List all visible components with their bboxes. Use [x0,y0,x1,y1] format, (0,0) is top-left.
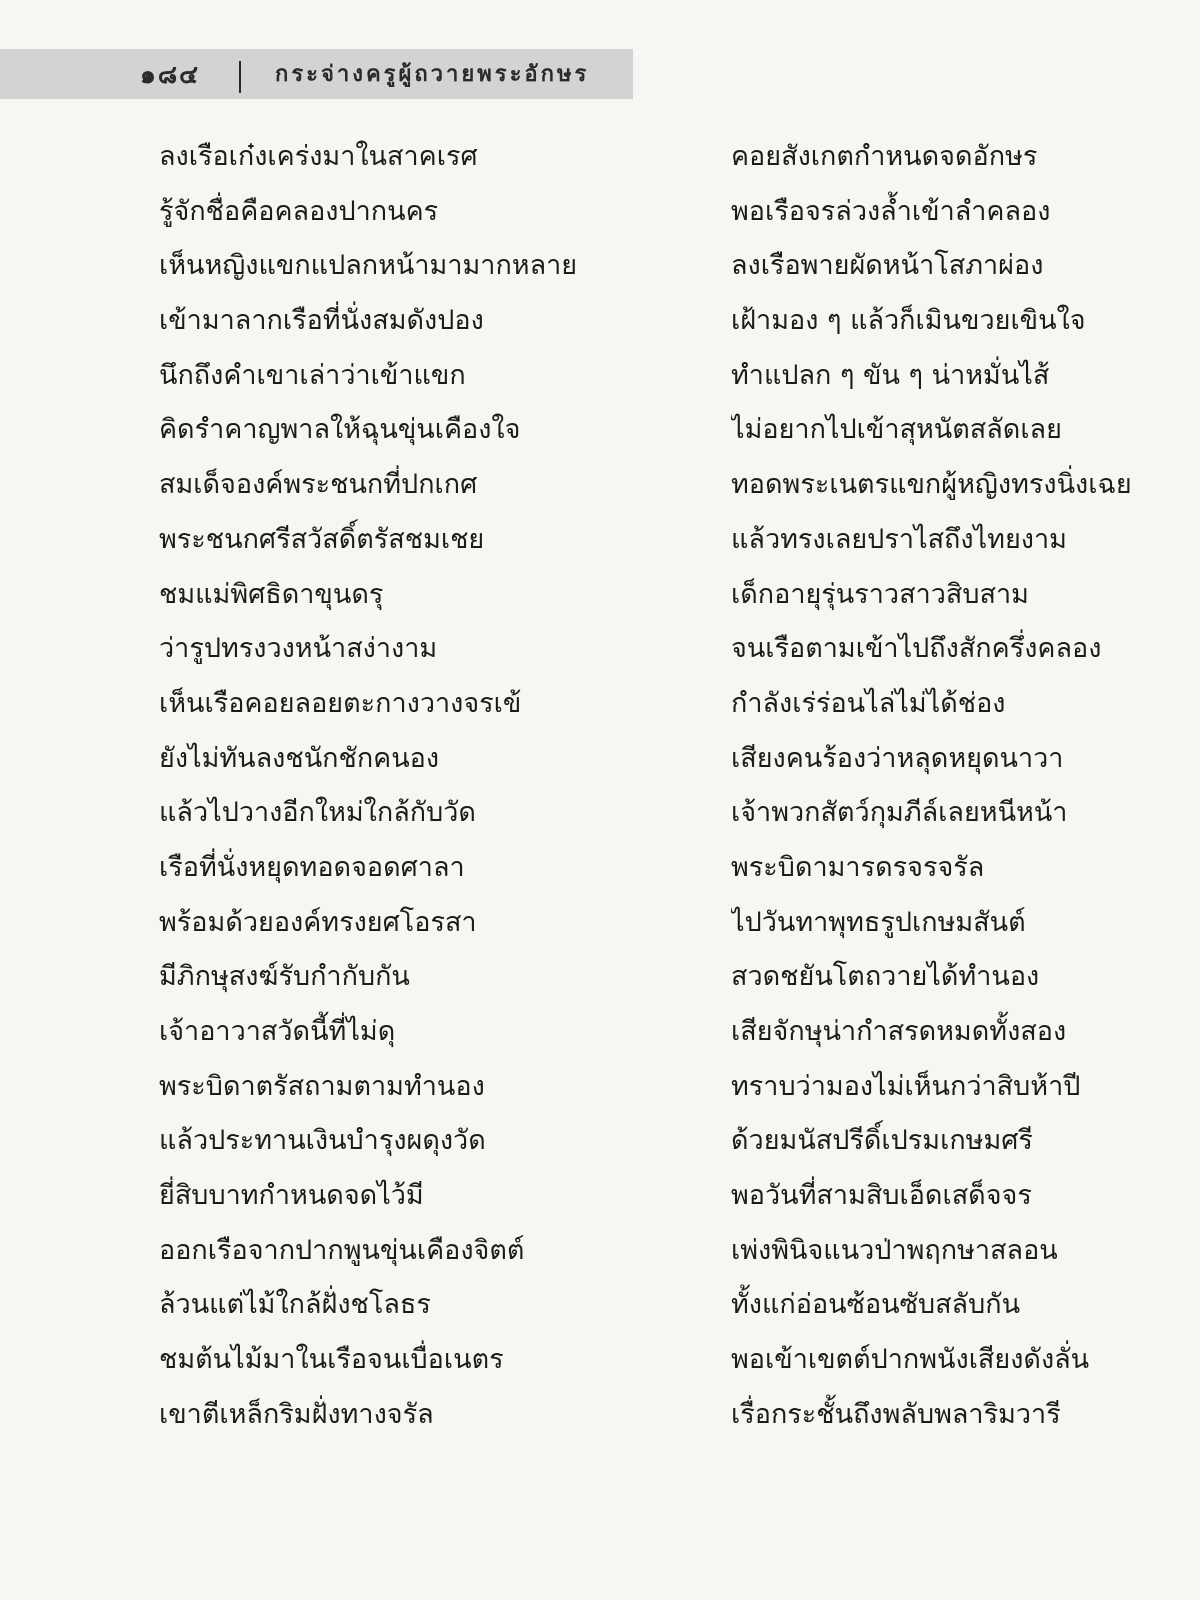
verse-line: สมเด็จองค์พระชนกที่ปกเกศ [159,469,478,501]
verse-line: พอเข้าเขตต์ปากพนังเสียงดังลั่น [731,1344,1090,1376]
verse-line: ยังไม่ทันลงชนักชักคนอง [159,742,440,774]
verse-line: จนเรือตามเข้าไปถึงสักครึ่งคลอง [731,633,1102,665]
verse-line: ออกเรือจากปากพูนขุ่นเคืองจิตต์ [159,1234,525,1266]
verse-line: แล้วไปวางอีกใหม่ใกล้กับวัด [159,797,476,829]
page-number: ๑๘๔ [140,60,201,89]
verse-line: แล้วประทานเงินบำรุงผดุงวัด [159,1125,486,1157]
verse-line: เฝ้ามอง ๆ แล้วก็เมินขวยเขินใจ [731,305,1086,337]
verse-line: ลงเรือพายผัดหน้าโสภาผ่อง [731,250,1044,282]
verse-line: สวดชยันโตถวายได้ทำนอง [731,961,1040,993]
verse-line: เห็นเรือคอยลอยตะกางวางจรเข้ [159,687,522,719]
verse-line: นึกถึงคำเขาเล่าว่าเข้าแขก [159,359,466,391]
verse-line: ทอดพระเนตรแขกผู้หญิงทรงนิ่งเฉย [731,469,1132,501]
header-divider [239,61,241,93]
verse-line: พอวันที่สามสิบเอ็ดเสด็จจร [731,1180,1032,1212]
verse-line: กำลังเร่ร่อนไล่ไม่ได้ช่อง [731,687,1006,719]
verse-line: เด็กอายุรุ่นราวสาวสิบสาม [731,578,1029,610]
verse-line: ไปวันทาพุทธรูปเกษมสันต์ [731,906,1026,938]
verse-line: รู้จักชื่อคือคลองปากนคร [159,195,439,227]
verse-line: ด้วยมนัสปรีดิ์เปรมเกษมศรี [731,1125,1033,1157]
verse-line: ยี่สิบบาทกำหนดจดไว้มี [159,1180,424,1212]
verse-line: พร้อมด้วยองค์ทรงยศโอรสา [159,906,477,938]
verse-line: เรือที่นั่งหยุดทอดจอดศาลา [159,851,465,883]
verse-line: เจ้าอาวาสวัดนี้ที่ไม่ดุ [159,1016,396,1047]
verse-line: เห็นหญิงแขกแปลกหน้ามามากหลาย [159,250,578,282]
book-title: กระจ่างครูผู้ถวายพระอักษร [275,62,590,87]
verse-column-left [159,130,679,1443]
verse-line: ชมแม่พิศธิดาขุนดรุ [159,578,384,610]
verse-line: มีภิกษุสงฆ์รับกำกับกัน [159,961,410,993]
verse-line: ทราบว่ามองไม่เห็นกว่าสิบห้าปี [731,1070,1081,1102]
verse-line: ลงเรือเก๋งเคร่งมาในสาคเรศ [159,141,478,172]
verse-line: เจ้าพวกสัตว์กุมภีล์เลยหนีหน้า [731,797,1068,829]
verse-line: ไม่อยากไปเข้าสุหนัตสลัดเลย [731,414,1062,446]
verse-line: ทั้งแก่อ่อนซ้อนซับสลับกัน [731,1289,1021,1321]
verse-line: ว่ารูปทรงวงหน้าสง่างาม [159,633,438,665]
verse-line: พระชนกศรีสวัสดิ์ตรัสชมเชย [159,523,485,555]
verse-line: แล้วทรงเลยปราไสถึงไทยงาม [731,523,1067,555]
verse-line: ทำแปลก ๆ ขัน ๆ น่าหมั่นไส้ [731,359,1050,391]
verse-line: พระบิดาตรัสถามตามทำนอง [159,1070,485,1102]
verse-line: คอยสังเกตกำหนดจดอักษร [731,141,1038,172]
verse-column-right [731,130,1171,1443]
verse-line: ชมต้นไม้มาในเรือจนเบื่อเนตร [159,1344,504,1376]
verse-line: คิดรำคาญพาลให้ฉุนขุ่นเคืองใจ [159,414,521,446]
verse-line: พระบิดามารดรจรจรัล [731,851,985,883]
verse-line: พอเรือจรล่วงล้ำเข้าลำคลอง [731,195,1051,227]
verse-line: เสียจักษุน่ากำสรดหมดทั้งสอง [731,1016,1067,1047]
verse-line: เพ่งพินิจแนวป่าพฤกษาสลอน [731,1234,1058,1266]
verse-line: เรื่อกระชั้นถึงพลับพลาริมวารี [731,1398,1061,1430]
verse-line: ล้วนแต่ไม้ใกล้ฝั่งชโลธร [159,1289,431,1321]
verse-line: เสียงคนร้องว่าหลุดหยุดนาวา [731,742,1064,774]
verse-line: เข้ามาลากเรือที่นั่งสมดังปอง [159,305,484,337]
verse-line: เขาตีเหล็กริมฝั่งทางจรัล [159,1398,434,1430]
